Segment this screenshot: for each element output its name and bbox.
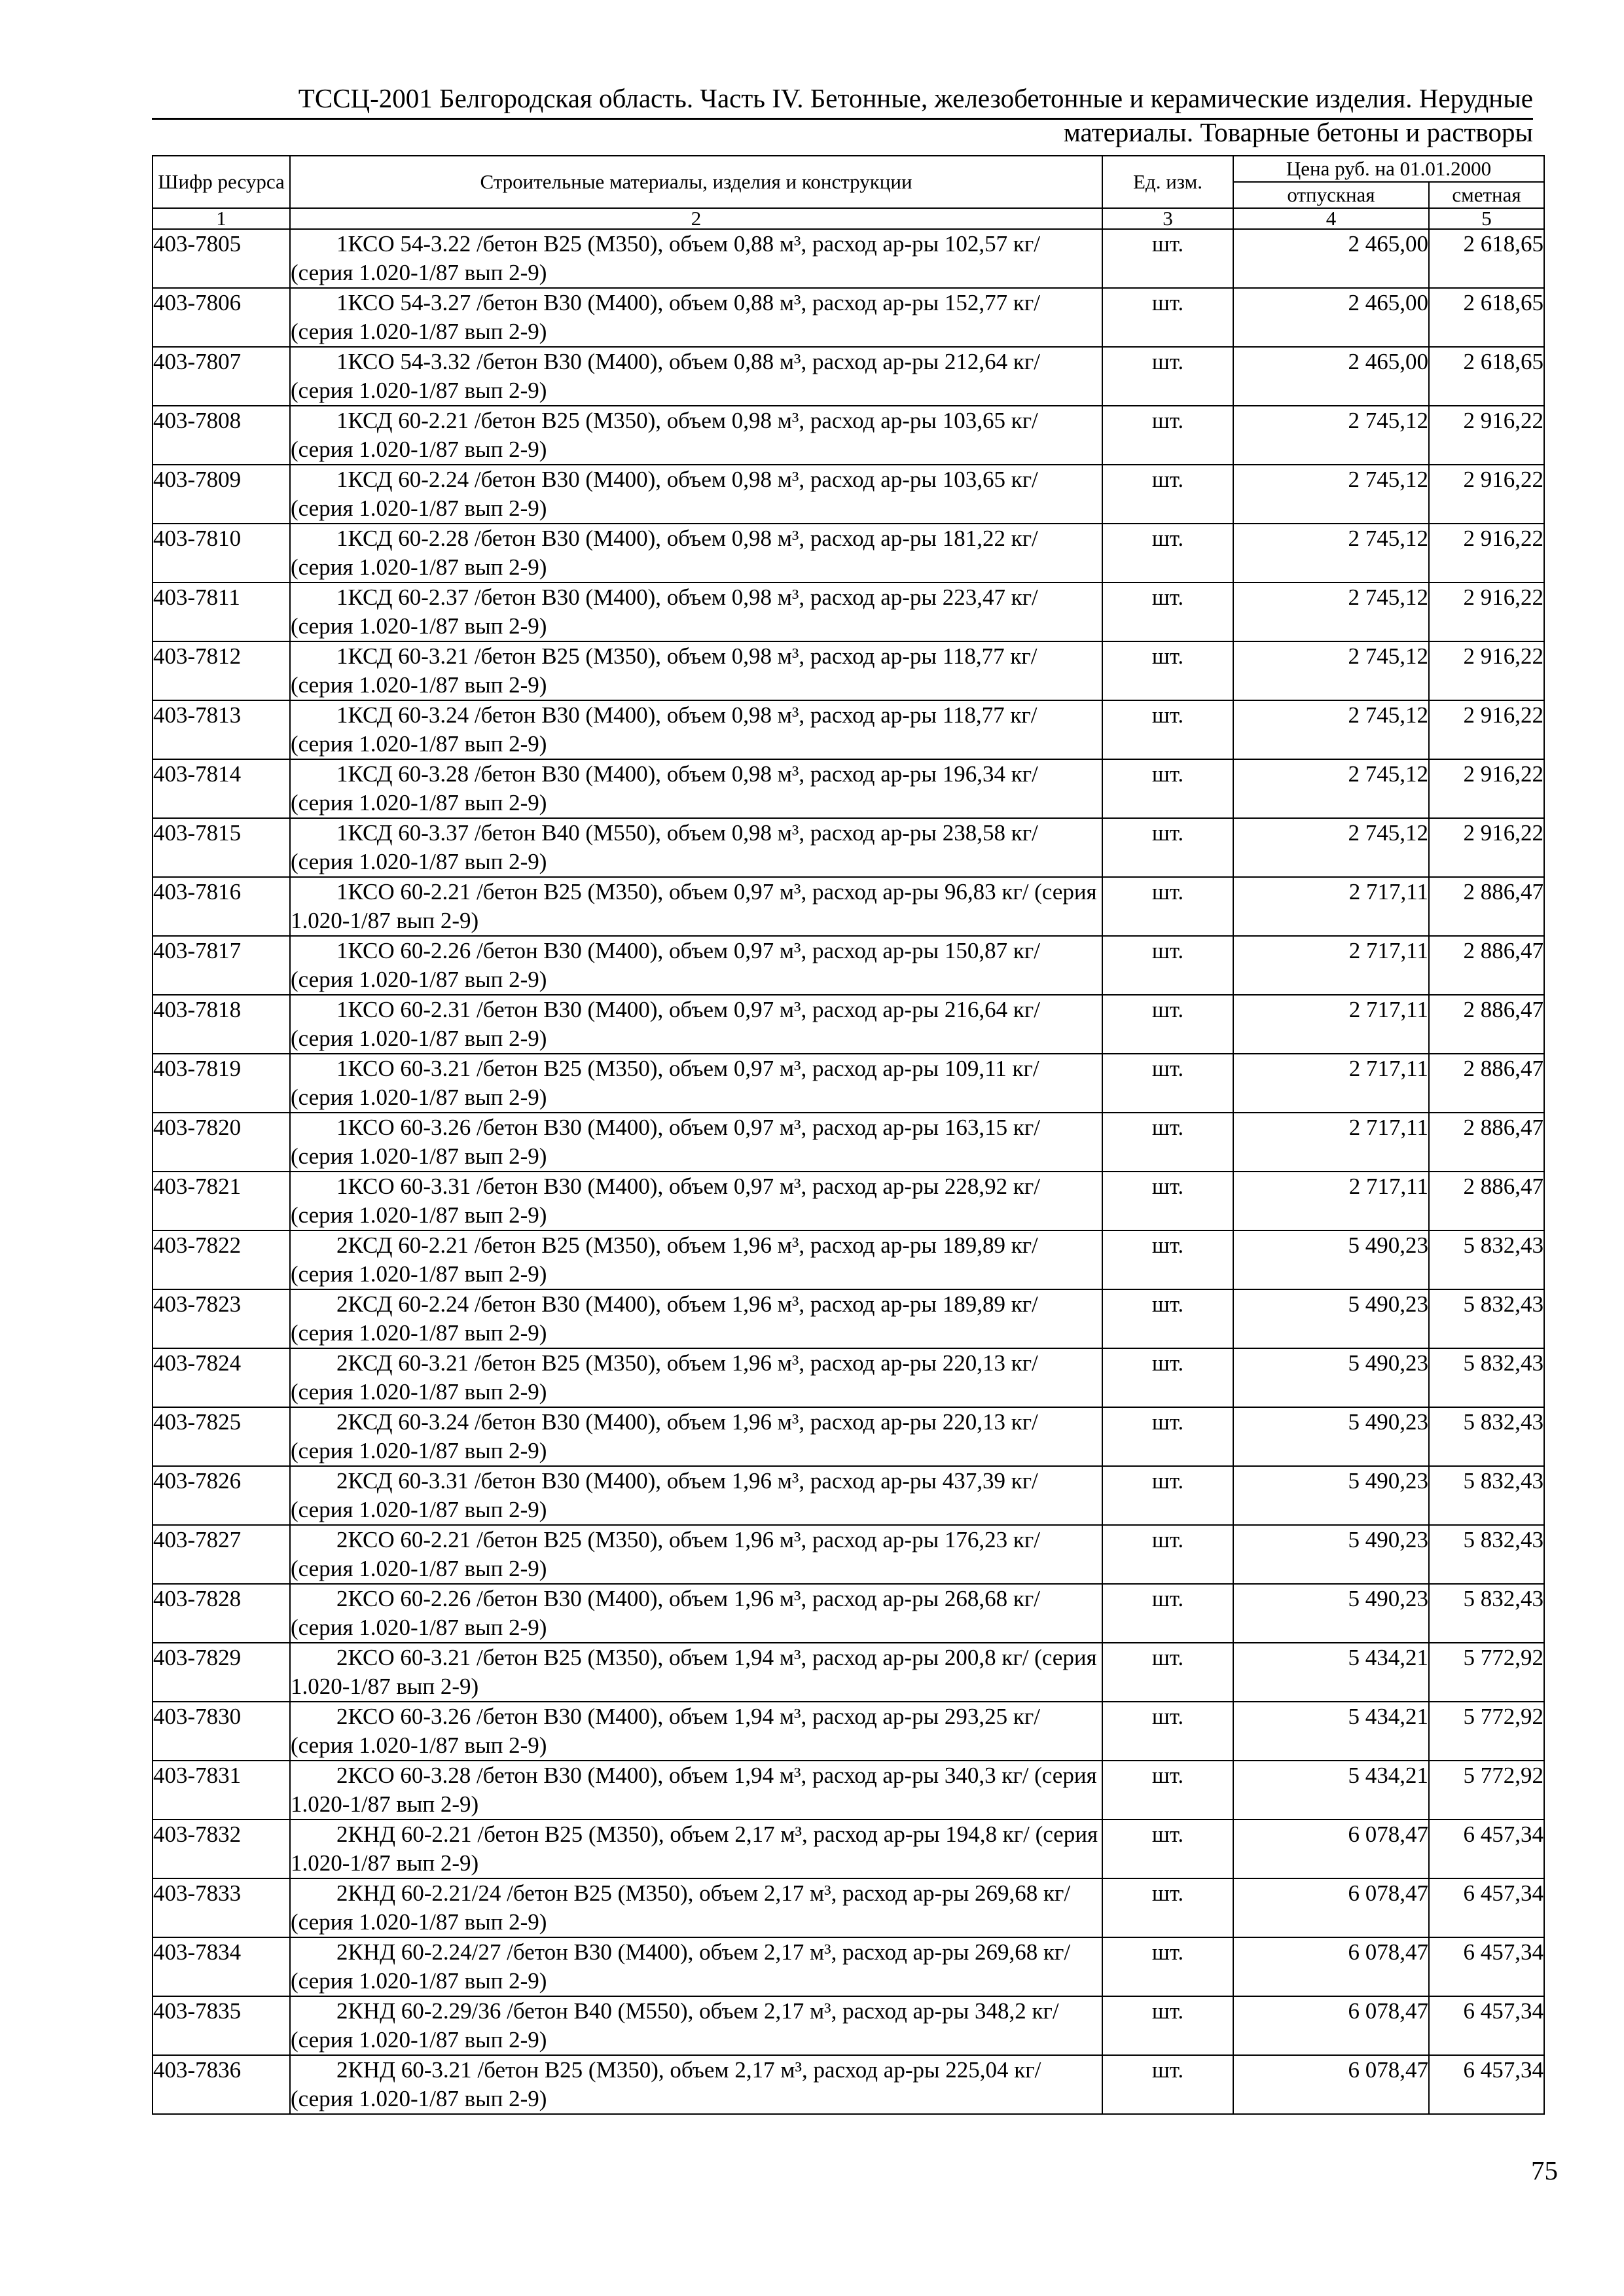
header-rule	[152, 118, 1533, 120]
material-name-cell: 2КСД 60-3.21 /бетон В25 (М350), объем 1,96 м³, расход ар-ры 220,13 кг/ (серия 1.020-1/87 вып 2-9)	[290, 1348, 1102, 1407]
release-price-cell: 2 745,12	[1233, 700, 1429, 759]
estimate-price-cell: 5 832,43	[1429, 1230, 1544, 1289]
estimate-price-cell: 2 916,22	[1429, 583, 1544, 641]
table-row	[153, 1525, 1544, 1584]
estimate-price-cell: 6 457,34	[1429, 1820, 1544, 1878]
release-price-cell: 5 490,23	[1233, 1230, 1429, 1289]
table-row	[153, 1230, 1544, 1289]
material-name-cell: 1КСД 60-3.21 /бетон В25 (М350), объем 0,98 м³, расход ар-ры 118,77 кг/ (серия 1.020-1/87 вып 2-9)	[290, 641, 1102, 700]
table-row	[153, 347, 1544, 406]
resource-code-cell: 403-7825	[153, 1407, 290, 1466]
estimate-price-cell: 2 886,47	[1429, 995, 1544, 1054]
resource-code-cell: 403-7814	[153, 759, 290, 818]
release-price-cell: 2 745,12	[1233, 583, 1429, 641]
document-header	[152, 81, 1533, 149]
table-body	[153, 229, 1544, 2114]
unit-cell: шт.	[1102, 1172, 1233, 1230]
column-number: 2	[290, 208, 1102, 229]
material-name-cell: 2КСД 60-2.24 /бетон В30 (М400), объем 1,96 м³, расход ар-ры 189,89 кг/ (серия 1.020-1/87 вып 2-9)	[290, 1289, 1102, 1348]
material-name-cell: 1КСО 54-3.27 /бетон В30 (М400), объем 0,88 м³, расход ар-ры 152,77 кг/ (серия 1.020-1/87 вып 2-9)	[290, 288, 1102, 347]
table-row	[153, 288, 1544, 347]
estimate-price-cell: 2 916,22	[1429, 641, 1544, 700]
table-row	[153, 818, 1544, 877]
material-name-cell: 1КСО 60-3.31 /бетон В30 (М400), объем 0,97 м³, расход ар-ры 228,92 кг/ (серия 1.020-1/87 вып 2-9)	[290, 1172, 1102, 1230]
unit-cell: шт.	[1102, 641, 1233, 700]
unit-cell: шт.	[1102, 229, 1233, 288]
table-row	[153, 1643, 1544, 1702]
table-row	[153, 936, 1544, 995]
release-price-cell: 5 490,23	[1233, 1407, 1429, 1466]
material-name-cell: 2КСО 60-3.28 /бетон В30 (М400), объем 1,94 м³, расход ар-ры 340,3 кг/ (серия 1.020-1/87 вып 2-9)	[290, 1761, 1102, 1820]
estimate-price-cell: 5 772,92	[1429, 1643, 1544, 1702]
material-name-cell: 1КСО 60-2.21 /бетон В25 (М350), объем 0,97 м³, расход ар-ры 96,83 кг/ (серия 1.020-1/87 вып 2-9)	[290, 877, 1102, 936]
resource-code-cell: 403-7819	[153, 1054, 290, 1113]
estimate-price-cell: 5 832,43	[1429, 1407, 1544, 1466]
release-price-cell: 2 465,00	[1233, 347, 1429, 406]
resource-code-cell: 403-7836	[153, 2055, 290, 2114]
header-unit: Ед. изм.	[1102, 156, 1233, 208]
header-estimate-price: сметная	[1429, 182, 1544, 208]
table-row	[153, 1702, 1544, 1761]
header-price-group: Цена руб. на 01.01.2000	[1233, 156, 1544, 182]
release-price-cell: 2 745,12	[1233, 465, 1429, 524]
resource-code-cell: 403-7805	[153, 229, 290, 288]
header-line-1: ТССЦ-2001 Белгородская область. Часть IV. Бетонные, железобетонные и керамические изделия. Нерудные	[298, 83, 1533, 113]
release-price-cell: 5 434,21	[1233, 1643, 1429, 1702]
resource-code-cell: 403-7832	[153, 1820, 290, 1878]
unit-cell: шт.	[1102, 1643, 1233, 1702]
estimate-price-cell: 2 916,22	[1429, 759, 1544, 818]
estimate-price-cell: 5 832,43	[1429, 1348, 1544, 1407]
unit-cell: шт.	[1102, 583, 1233, 641]
unit-cell: шт.	[1102, 2055, 1233, 2114]
table-row	[153, 1054, 1544, 1113]
estimate-price-cell: 6 457,34	[1429, 1937, 1544, 1996]
estimate-price-cell: 6 457,34	[1429, 1996, 1544, 2055]
resource-code-cell: 403-7810	[153, 524, 290, 583]
column-number: 4	[1233, 208, 1429, 229]
estimate-price-cell: 2 916,22	[1429, 524, 1544, 583]
unit-cell: шт.	[1102, 1584, 1233, 1643]
material-name-cell: 2КНД 60-2.29/36 /бетон В40 (М550), объем 2,17 м³, расход ар-ры 348,2 кг/ (серия 1.020-1/87 вып 2-9)	[290, 1996, 1102, 2055]
resource-code-cell: 403-7834	[153, 1937, 290, 1996]
unit-cell: шт.	[1102, 1996, 1233, 2055]
unit-cell: шт.	[1102, 1878, 1233, 1937]
table-row	[153, 759, 1544, 818]
table-row	[153, 700, 1544, 759]
release-price-cell: 2 717,11	[1233, 1054, 1429, 1113]
release-price-cell: 5 490,23	[1233, 1466, 1429, 1525]
unit-cell: шт.	[1102, 465, 1233, 524]
resource-code-cell: 403-7820	[153, 1113, 290, 1172]
estimate-price-cell: 2 916,22	[1429, 406, 1544, 465]
unit-cell: шт.	[1102, 1525, 1233, 1584]
estimate-price-cell: 2 886,47	[1429, 936, 1544, 995]
unit-cell: шт.	[1102, 406, 1233, 465]
release-price-cell: 2 717,11	[1233, 1113, 1429, 1172]
release-price-cell: 2 745,12	[1233, 759, 1429, 818]
column-number: 3	[1102, 208, 1233, 229]
unit-cell: шт.	[1102, 1702, 1233, 1761]
estimate-price-cell: 5 832,43	[1429, 1525, 1544, 1584]
unit-cell: шт.	[1102, 1230, 1233, 1289]
resource-code-cell: 403-7829	[153, 1643, 290, 1702]
estimate-price-cell: 2 618,65	[1429, 288, 1544, 347]
table-row	[153, 583, 1544, 641]
resource-code-cell: 403-7812	[153, 641, 290, 700]
release-price-cell: 5 490,23	[1233, 1584, 1429, 1643]
material-name-cell: 2КСО 60-2.21 /бетон В25 (М350), объем 1,96 м³, расход ар-ры 176,23 кг/ (серия 1.020-1/87 вып 2-9)	[290, 1525, 1102, 1584]
release-price-cell: 6 078,47	[1233, 1820, 1429, 1878]
release-price-cell: 2 745,12	[1233, 818, 1429, 877]
resource-code-cell: 403-7806	[153, 288, 290, 347]
unit-cell: шт.	[1102, 1937, 1233, 1996]
unit-cell: шт.	[1102, 1407, 1233, 1466]
resource-code-cell: 403-7811	[153, 583, 290, 641]
material-name-cell: 1КСО 60-3.26 /бетон В30 (М400), объем 0,97 м³, расход ар-ры 163,15 кг/ (серия 1.020-1/87 вып 2-9)	[290, 1113, 1102, 1172]
table-row	[153, 1937, 1544, 1996]
table-row	[153, 1820, 1544, 1878]
estimate-price-cell: 2 618,65	[1429, 229, 1544, 288]
header-code: Шифр ресурса	[153, 156, 290, 208]
unit-cell: шт.	[1102, 1348, 1233, 1407]
estimate-price-cell: 2 886,47	[1429, 1172, 1544, 1230]
table-row	[153, 995, 1544, 1054]
unit-cell: шт.	[1102, 877, 1233, 936]
table-row	[153, 1172, 1544, 1230]
estimate-price-cell: 2 886,47	[1429, 1054, 1544, 1113]
estimate-price-cell: 5 772,92	[1429, 1761, 1544, 1820]
resource-code-cell: 403-7831	[153, 1761, 290, 1820]
table-row	[153, 465, 1544, 524]
unit-cell: шт.	[1102, 936, 1233, 995]
resource-code-cell: 403-7827	[153, 1525, 290, 1584]
material-name-cell: 2КНД 60-3.21 /бетон В25 (М350), объем 2,17 м³, расход ар-ры 225,04 кг/ (серия 1.020-1/87 вып 2-9)	[290, 2055, 1102, 2114]
material-name-cell: 2КСД 60-3.31 /бетон В30 (М400), объем 1,96 м³, расход ар-ры 437,39 кг/ (серия 1.020-1/87 вып 2-9)	[290, 1466, 1102, 1525]
release-price-cell: 2 717,11	[1233, 936, 1429, 995]
table-row	[153, 1584, 1544, 1643]
material-name-cell: 2КСО 60-3.26 /бетон В30 (М400), объем 1,94 м³, расход ар-ры 293,25 кг/ (серия 1.020-1/87 вып 2-9)	[290, 1702, 1102, 1761]
release-price-cell: 2 717,11	[1233, 1172, 1429, 1230]
release-price-cell: 6 078,47	[1233, 1937, 1429, 1996]
resource-code-cell: 403-7808	[153, 406, 290, 465]
material-name-cell: 1КСО 60-3.21 /бетон В25 (М350), объем 0,97 м³, расход ар-ры 109,11 кг/ (серия 1.020-1/87 вып 2-9)	[290, 1054, 1102, 1113]
material-name-cell: 2КСД 60-2.21 /бетон В25 (М350), объем 1,96 м³, расход ар-ры 189,89 кг/ (серия 1.020-1/87 вып 2-9)	[290, 1230, 1102, 1289]
release-price-cell: 6 078,47	[1233, 2055, 1429, 2114]
unit-cell: шт.	[1102, 700, 1233, 759]
unit-cell: шт.	[1102, 1289, 1233, 1348]
estimate-price-cell: 2 916,22	[1429, 700, 1544, 759]
resource-code-cell: 403-7826	[153, 1466, 290, 1525]
material-name-cell: 1КСО 60-2.31 /бетон В30 (М400), объем 0,97 м³, расход ар-ры 216,64 кг/ (серия 1.020-1/87 вып 2-9)	[290, 995, 1102, 1054]
material-name-cell: 1КСД 60-3.24 /бетон В30 (М400), объем 0,98 м³, расход ар-ры 118,77 кг/ (серия 1.020-1/87 вып 2-9)	[290, 700, 1102, 759]
release-price-cell: 5 490,23	[1233, 1348, 1429, 1407]
unit-cell: шт.	[1102, 524, 1233, 583]
release-price-cell: 6 078,47	[1233, 1878, 1429, 1937]
release-price-cell: 5 434,21	[1233, 1702, 1429, 1761]
release-price-cell: 2 717,11	[1233, 877, 1429, 936]
release-price-cell: 2 745,12	[1233, 641, 1429, 700]
header-name: Строительные материалы, изделия и конструкции	[290, 156, 1102, 208]
material-name-cell: 1КСД 60-2.28 /бетон В30 (М400), объем 0,98 м³, расход ар-ры 181,22 кг/ (серия 1.020-1/87 вып 2-9)	[290, 524, 1102, 583]
resource-code-cell: 403-7815	[153, 818, 290, 877]
material-name-cell: 1КСО 60-2.26 /бетон В30 (М400), объем 0,97 м³, расход ар-ры 150,87 кг/ (серия 1.020-1/87 вып 2-9)	[290, 936, 1102, 995]
resource-code-cell: 403-7818	[153, 995, 290, 1054]
resource-code-cell: 403-7821	[153, 1172, 290, 1230]
release-price-cell: 2 717,11	[1233, 995, 1429, 1054]
resource-code-cell: 403-7807	[153, 347, 290, 406]
table-row	[153, 1348, 1544, 1407]
resource-code-cell: 403-7809	[153, 465, 290, 524]
material-name-cell: 1КСД 60-3.37 /бетон В40 (М550), объем 0,98 м³, расход ар-ры 238,58 кг/ (серия 1.020-1/87 вып 2-9)	[290, 818, 1102, 877]
header-release-price: отпускная	[1233, 182, 1429, 208]
material-name-cell: 1КСО 54-3.32 /бетон В30 (М400), объем 0,88 м³, расход ар-ры 212,64 кг/ (серия 1.020-1/87 вып 2-9)	[290, 347, 1102, 406]
material-name-cell: 2КСО 60-2.26 /бетон В30 (М400), объем 1,96 м³, расход ар-ры 268,68 кг/ (серия 1.020-1/87 вып 2-9)	[290, 1584, 1102, 1643]
header-line-2: материалы. Товарные бетоны и растворы	[1063, 117, 1533, 147]
estimate-price-cell: 2 916,22	[1429, 818, 1544, 877]
material-name-cell: 2КСД 60-3.24 /бетон В30 (М400), объем 1,96 м³, расход ар-ры 220,13 кг/ (серия 1.020-1/87 вып 2-9)	[290, 1407, 1102, 1466]
material-name-cell: 1КСД 60-2.21 /бетон В25 (М350), объем 0,98 м³, расход ар-ры 103,65 кг/ (серия 1.020-1/87 вып 2-9)	[290, 406, 1102, 465]
release-price-cell: 5 490,23	[1233, 1525, 1429, 1584]
material-name-cell: 2КНД 60-2.24/27 /бетон В30 (М400), объем 2,17 м³, расход ар-ры 269,68 кг/ (серия 1.020-1/87 вып 2-9)	[290, 1937, 1102, 1996]
material-name-cell: 1КСО 54-3.22 /бетон В25 (М350), объем 0,88 м³, расход ар-ры 102,57 кг/ (серия 1.020-1/87 вып 2-9)	[290, 229, 1102, 288]
release-price-cell: 5 490,23	[1233, 1289, 1429, 1348]
resource-code-cell: 403-7817	[153, 936, 290, 995]
unit-cell: шт.	[1102, 995, 1233, 1054]
unit-cell: шт.	[1102, 759, 1233, 818]
unit-cell: шт.	[1102, 1820, 1233, 1878]
unit-cell: шт.	[1102, 1054, 1233, 1113]
resource-code-cell: 403-7822	[153, 1230, 290, 1289]
unit-cell: шт.	[1102, 1761, 1233, 1820]
column-number: 5	[1429, 208, 1544, 229]
estimate-price-cell: 2 886,47	[1429, 877, 1544, 936]
price-table	[152, 155, 1545, 2115]
resource-code-cell: 403-7830	[153, 1702, 290, 1761]
page-number: 75	[1531, 2155, 1558, 2185]
release-price-cell: 5 434,21	[1233, 1761, 1429, 1820]
material-name-cell: 2КНД 60-2.21/24 /бетон В25 (М350), объем 2,17 м³, расход ар-ры 269,68 кг/ (серия 1.020-1/87 вып 2-9)	[290, 1878, 1102, 1937]
release-price-cell: 2 465,00	[1233, 229, 1429, 288]
material-name-cell: 2КНД 60-2.21 /бетон В25 (М350), объем 2,17 м³, расход ар-ры 194,8 кг/ (серия 1.020-1/87 вып 2-9)	[290, 1820, 1102, 1878]
estimate-price-cell: 5 832,43	[1429, 1289, 1544, 1348]
resource-code-cell: 403-7824	[153, 1348, 290, 1407]
unit-cell: шт.	[1102, 818, 1233, 877]
estimate-price-cell: 5 832,43	[1429, 1584, 1544, 1643]
resource-code-cell: 403-7823	[153, 1289, 290, 1348]
unit-cell: шт.	[1102, 288, 1233, 347]
table-row	[153, 406, 1544, 465]
resource-code-cell: 403-7813	[153, 700, 290, 759]
unit-cell: шт.	[1102, 1466, 1233, 1525]
unit-cell: шт.	[1102, 347, 1233, 406]
release-price-cell: 6 078,47	[1233, 1996, 1429, 2055]
resource-code-cell: 403-7835	[153, 1996, 290, 2055]
release-price-cell: 2 745,12	[1233, 524, 1429, 583]
estimate-price-cell: 2 916,22	[1429, 465, 1544, 524]
unit-cell: шт.	[1102, 1113, 1233, 1172]
table-row	[153, 1289, 1544, 1348]
material-name-cell: 1КСД 60-2.24 /бетон В30 (М400), объем 0,98 м³, расход ар-ры 103,65 кг/ (серия 1.020-1/87 вып 2-9)	[290, 465, 1102, 524]
estimate-price-cell: 5 772,92	[1429, 1702, 1544, 1761]
estimate-price-cell: 6 457,34	[1429, 1878, 1544, 1937]
table-row	[153, 1113, 1544, 1172]
table-row	[153, 1407, 1544, 1466]
table-row	[153, 877, 1544, 936]
resource-code-cell: 403-7828	[153, 1584, 290, 1643]
table-row	[153, 1878, 1544, 1937]
material-name-cell: 1КСД 60-3.28 /бетон В30 (М400), объем 0,98 м³, расход ар-ры 196,34 кг/ (серия 1.020-1/87 вып 2-9)	[290, 759, 1102, 818]
estimate-price-cell: 2 618,65	[1429, 347, 1544, 406]
resource-code-cell: 403-7833	[153, 1878, 290, 1937]
release-price-cell: 2 745,12	[1233, 406, 1429, 465]
material-name-cell: 1КСД 60-2.37 /бетон В30 (М400), объем 0,98 м³, расход ар-ры 223,47 кг/ (серия 1.020-1/87 вып 2-9)	[290, 583, 1102, 641]
table-row	[153, 1996, 1544, 2055]
estimate-price-cell: 5 832,43	[1429, 1466, 1544, 1525]
resource-code-cell: 403-7816	[153, 877, 290, 936]
table-row	[153, 524, 1544, 583]
table-row	[153, 641, 1544, 700]
column-number: 1	[153, 208, 290, 229]
material-name-cell: 2КСО 60-3.21 /бетон В25 (М350), объем 1,94 м³, расход ар-ры 200,8 кг/ (серия 1.020-1/87 вып 2-9)	[290, 1643, 1102, 1702]
table-row	[153, 1466, 1544, 1525]
estimate-price-cell: 6 457,34	[1429, 2055, 1544, 2114]
table-row	[153, 2055, 1544, 2114]
table-row	[153, 1761, 1544, 1820]
table-row	[153, 229, 1544, 288]
release-price-cell: 2 465,00	[1233, 288, 1429, 347]
estimate-price-cell: 2 886,47	[1429, 1113, 1544, 1172]
